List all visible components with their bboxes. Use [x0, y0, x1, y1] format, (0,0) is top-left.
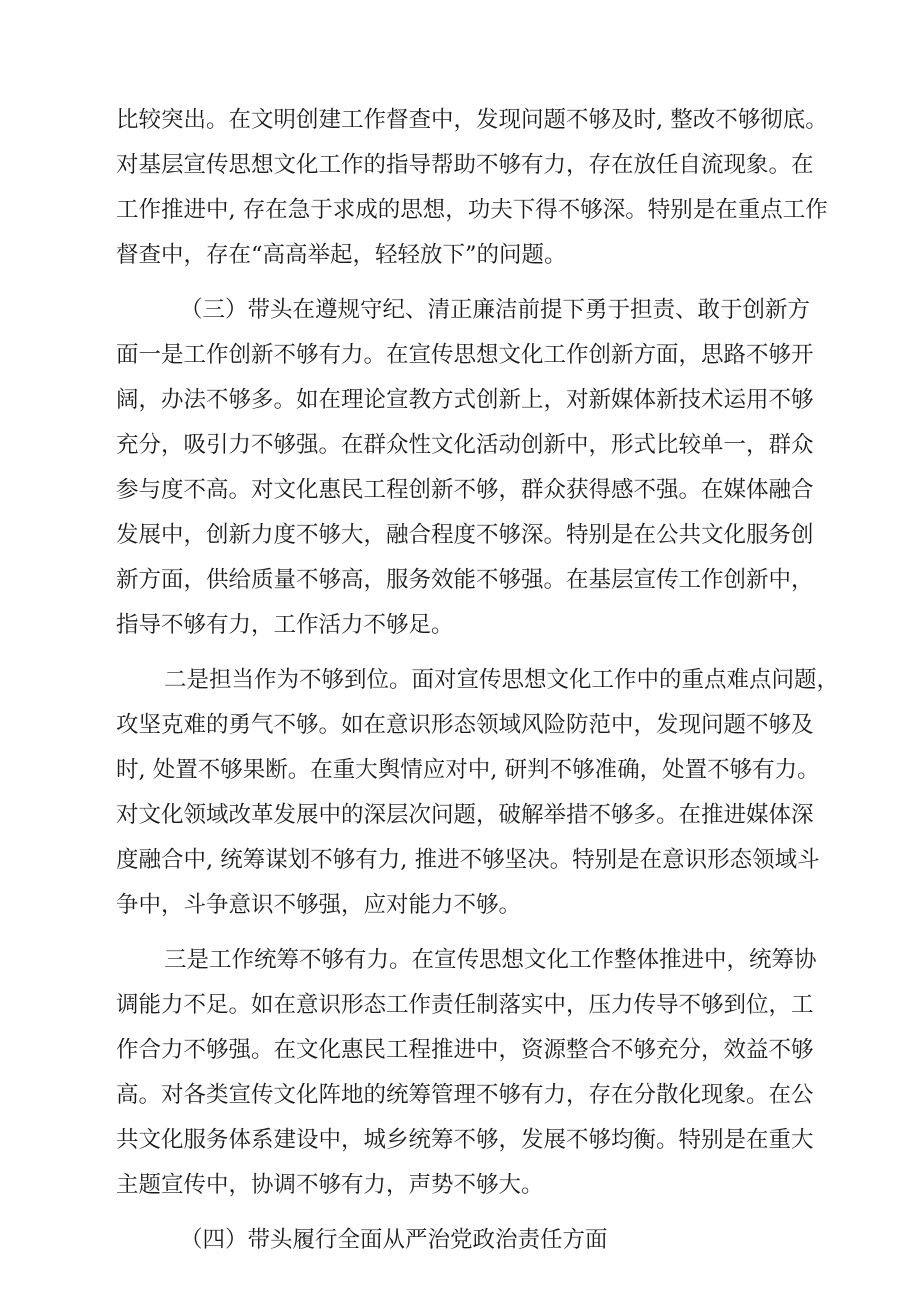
section-heading-4: （四）带头履行全面从严治党政治责任方面	[180, 1227, 608, 1253]
text-line: 阔，办法不够多。如在理论宣教方式创新上，对新媒体新技术运用不够	[116, 387, 814, 413]
text-line: 攻坚克难的勇气不够。如在意识形态领域风险防范中，发现问题不够及	[116, 712, 814, 738]
text-line: 作合力不够强。在文化惠民工程推进中，资源整合不够充分，效益不够	[116, 1037, 814, 1063]
text-line: 主题宣传中，协调不够有力，声势不够大。	[116, 1172, 544, 1198]
text-line: 面一是工作创新不够有力。在宣传思想文化工作创新方面，思路不够开	[116, 342, 814, 368]
text-line: 发展中，创新力度不够大，融合程度不够深。特别是在公共文化服务创	[116, 522, 814, 548]
section-heading-3: （三）带头在遵规守纪、清正廉洁前提下勇于担责、敢于创新方	[180, 297, 811, 323]
text-line: 新方面，供给质量不够高，服务效能不够强。在基层宣传工作创新中，	[116, 567, 814, 593]
text-line: 对文化领域改革发展中的深层次问题，破解举措不够多。在推进媒体深	[116, 802, 814, 828]
text-line: 时, 处置不够果断。在重大舆情应对中, 研判不够准确，处置不够有力。	[116, 757, 820, 783]
text-line: 参与度不高。对文化惠民工程创新不够，群众获得感不强。在媒体融合	[116, 477, 814, 503]
paragraph-4	[116, 938, 836, 1208]
text-line: 工作推进中, 存在急于求成的思想，功夫下得不够深。特别是在重点工作	[116, 197, 828, 223]
paragraph-3	[116, 658, 840, 928]
text-line: 度融合中, 统筹谋划不够有力, 推进不够坚决。特别是在意识形态领域斗	[116, 847, 820, 873]
paragraph-5	[116, 1218, 836, 1263]
text-line: 对基层宣传思想文化工作的指导帮助不够有力，存在放任自流现象。在	[116, 152, 814, 178]
text-line: 充分，吸引力不够强。在群众性文化活动创新中，形式比较单一，群众	[116, 432, 814, 458]
text-line: 比较突出。在文明创建工作督查中，发现问题不够及时, 整改不够彻底。	[116, 107, 828, 133]
text-line: 二是担当作为不够到位。面对宣传思想文化工作中的重点难点问题，	[164, 667, 840, 693]
text-line: 三是工作统筹不够有力。在宣传思想文化工作整体推进中，统筹协	[164, 947, 817, 973]
text-line: 共文化服务体系建设中，城乡统筹不够，发展不够均衡。特别是在重大	[116, 1127, 814, 1153]
paragraph-1	[116, 98, 836, 278]
text-line: 调能力不足。如在意识形态工作责任制落实中，压力传导不够到位，工	[116, 992, 814, 1018]
text-line: 高。对各类宣传文化阵地的统筹管理不够有力，存在分散化现象。在公	[116, 1082, 814, 1108]
text-line: 督查中，存在“高高举起，轻轻放下”的问题。	[116, 242, 567, 268]
paragraph-2	[116, 288, 836, 648]
text-line: 争中，斗争意识不够强，应对能力不够。	[116, 892, 522, 918]
text-line: 指导不够有力，工作活力不够足。	[116, 612, 454, 638]
document-body	[116, 98, 840, 1263]
